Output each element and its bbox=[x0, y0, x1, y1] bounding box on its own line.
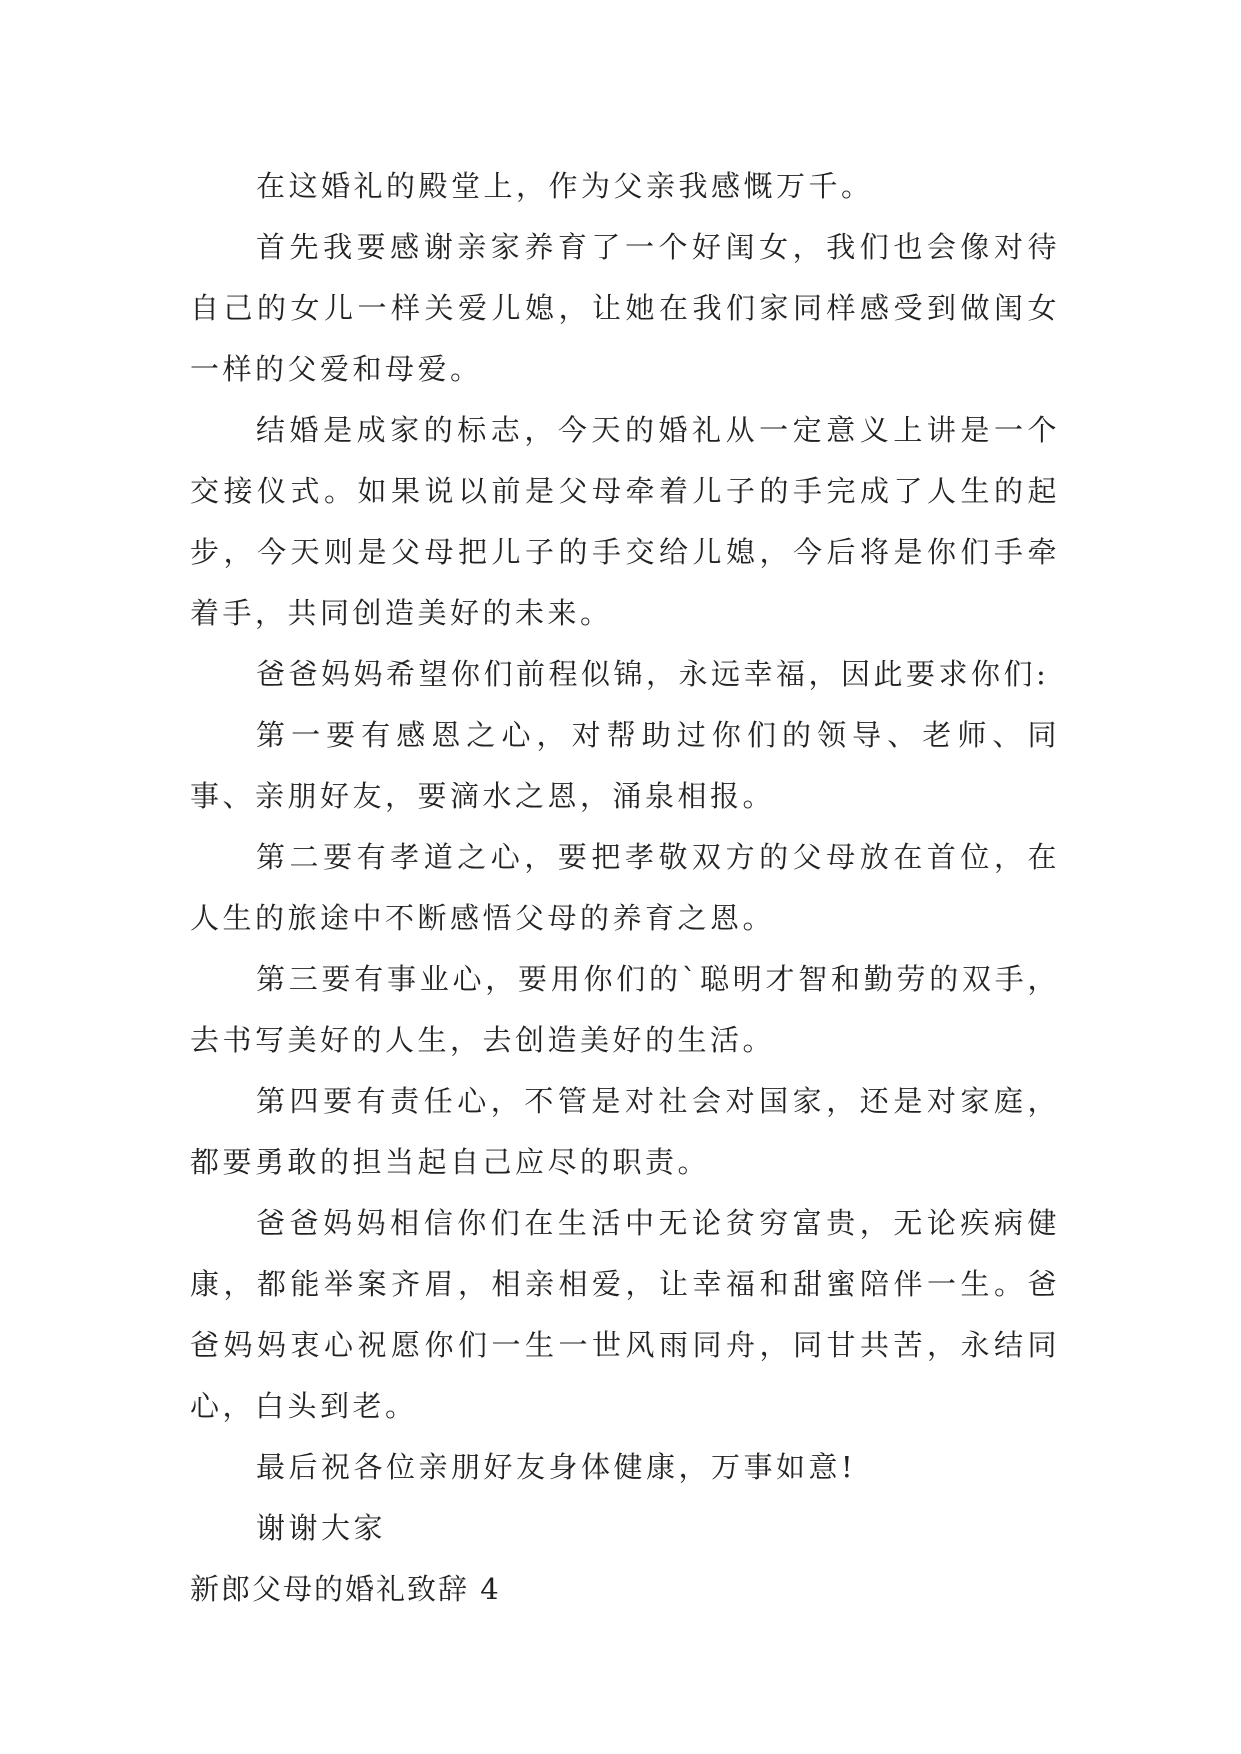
paragraph: 结婚是成家的标志，今天的婚礼从一定意义上讲是一个交接仪式。如果说以前是父母牵着儿子的手完成了人生的起步，今天则是父母把儿子的手交给儿媳，今后将是你们手牵着手，共同创造美好的未来。 bbox=[190, 413, 1060, 630]
paragraph: 爸爸妈妈希望你们前程似锦，永远幸福，因此要求你们: bbox=[256, 657, 1050, 691]
section-heading: 新郎父母的婚礼致辞 4 bbox=[190, 1572, 501, 1606]
paragraph: 第四要有责任心，不管是对社会对国家，还是对家庭，都要勇敢的担当起自己应尽的职责。 bbox=[190, 1084, 1060, 1179]
document-body bbox=[190, 156, 1060, 1620]
paragraph: 谢谢大家 bbox=[256, 1511, 387, 1545]
paragraph: 第二要有孝道之心，要把孝敬双方的父母放在首位，在人生的旅途中不断感悟父母的养育之恩。 bbox=[190, 840, 1060, 935]
paragraph: 第一要有感恩之心，对帮助过你们的领导、老师、同事、亲朋好友，要滴水之恩，涌泉相报。 bbox=[190, 718, 1060, 813]
paragraph: 在这婚礼的殿堂上，作为父亲我感慨万千。 bbox=[256, 169, 874, 203]
paragraph: 首先我要感谢亲家养育了一个好闺女，我们也会像对待自己的女儿一样关爱儿媳，让她在我们家同样感受到做闺女一样的父爱和母爱。 bbox=[190, 230, 1060, 386]
paragraph: 爸爸妈妈相信你们在生活中无论贫穷富贵，无论疾病健康，都能举案齐眉，相亲相爱，让幸福和甜蜜陪伴一生。爸爸妈妈衷心祝愿你们一生一世风雨同舟，同甘共苦，永结同心，白头到老。 bbox=[190, 1206, 1060, 1423]
paragraph: 第三要有事业心，要用你们的`聪明才智和勤劳的双手，去书写美好的人生，去创造美好的生活。 bbox=[190, 962, 1060, 1057]
paragraph: 最后祝各位亲朋好友身体健康，万事如意! bbox=[256, 1450, 857, 1484]
